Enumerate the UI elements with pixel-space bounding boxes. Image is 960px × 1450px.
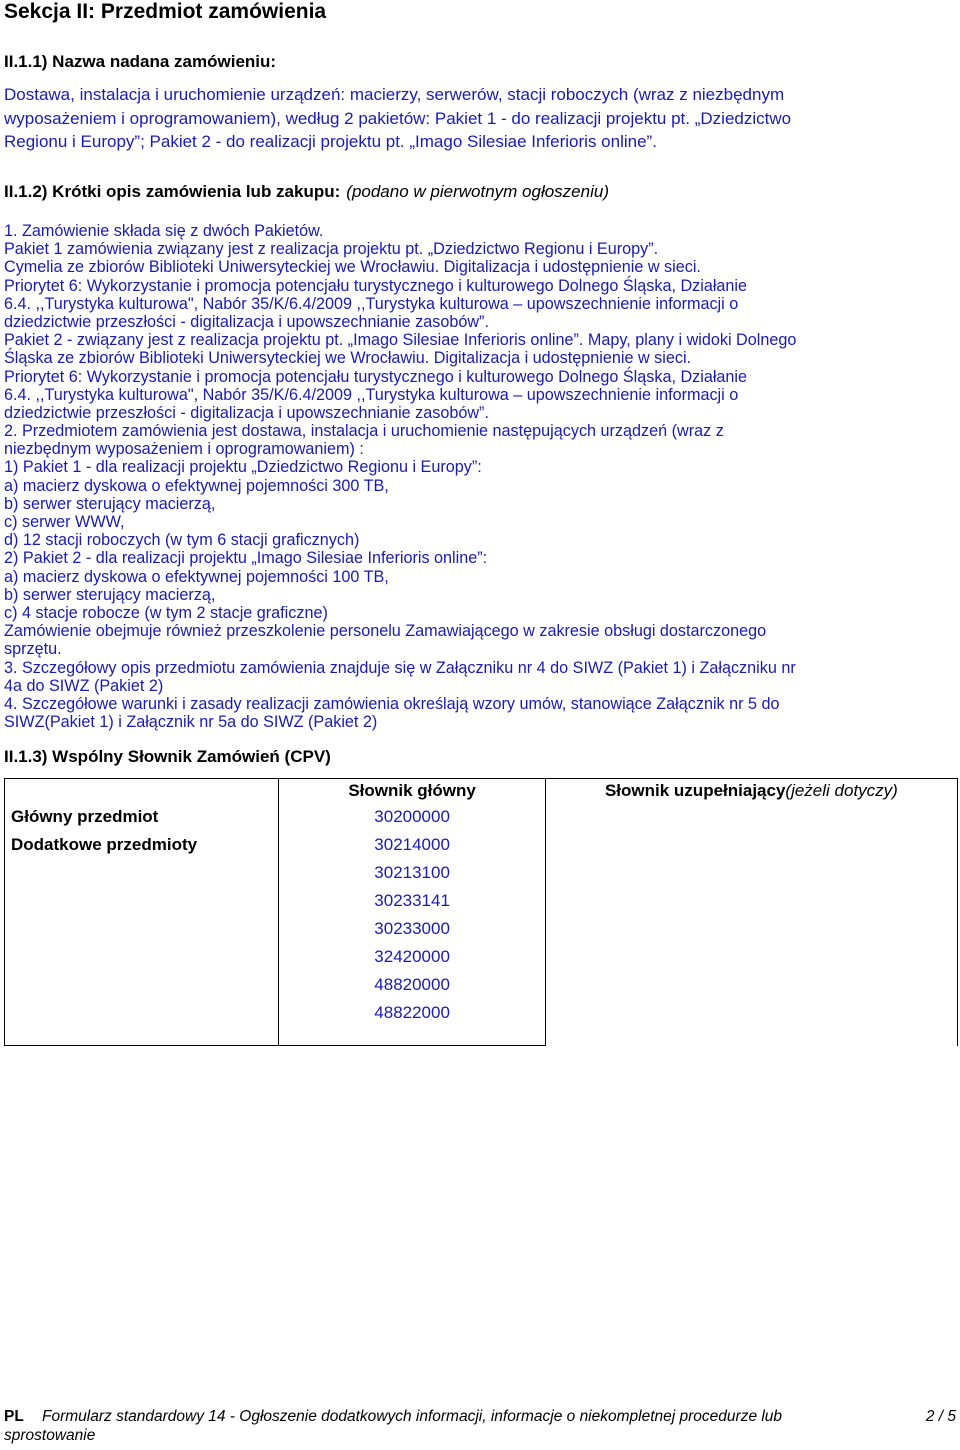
cpv-header-row <box>5 779 958 804</box>
description-line: dziedzictwie przeszłości - digitalizacja i upowszechnianie zasobów”. <box>4 312 489 331</box>
cpv-code: 30200000 <box>374 807 450 826</box>
heading-short-description <box>4 182 609 202</box>
description-line: a) macierz dyskowa o efektywnej pojemności 100 TB, <box>4 567 389 586</box>
description-line: dziedzictwie przeszłości - digitalizacja i upowszechnianie zasobów”. <box>4 403 489 422</box>
description-line: SIWZ(Pakiet 1) i Załącznik nr 5a do SIWZ (Pakiet 2) <box>4 713 378 732</box>
short-description-note: (podano w pierwotnym ogłoszeniu) <box>346 182 609 201</box>
description-line: Śląska ze zbiorów Biblioteki Uniwersyteckiej we Wrocławiu. Digitalizacja i udostępnienie w sieci. <box>4 349 692 368</box>
description-line: 1. Zamówienie składa się z dwóch Pakietów. <box>4 222 324 240</box>
cpv-code: 30233000 <box>374 919 450 938</box>
description-line: Pakiet 1 zamówienia związany jest z realizacja projektu pt. „Dziedzictwo Regionu i Europy”. <box>4 240 659 259</box>
description-line: Zamówienie obejmuje również przeszkolenie personelu Zamawiającego w zakresie obsługi dostarczonego <box>4 622 767 641</box>
cpv-code: 32420000 <box>374 947 450 966</box>
contract-name-line: Regionu i Europy”; Pakiet 2 - do realizacji projektu pt. „Imago Silesiae Inferioris online”. <box>4 132 657 151</box>
footer-language: PL <box>4 1408 24 1425</box>
description-line: c) serwer WWW, <box>4 513 125 531</box>
cpv-code: 48820000 <box>374 975 450 994</box>
cpv-code: 48822000 <box>374 1003 450 1022</box>
section-title: Sekcja II: Przedmiot zamówienia <box>4 0 327 23</box>
cpv-header-supplementary <box>545 779 957 1046</box>
short-description-title: II.1.2) Krótki opis zamówienia lub zakupu: <box>4 182 341 201</box>
description-line: Priorytet 6: Wykorzystanie i promocja potencjału turystycznego i kulturowego Dolnego Śląska, Działanie <box>4 367 748 386</box>
contract-name-line: Dostawa, instalacja i uruchomienie urządzeń: macierzy, serwerów, stacji roboczych (wraz z niezbędnym <box>4 85 785 104</box>
footer-form-name-continued: sprostowanie <box>4 1427 96 1444</box>
cpv-additional-subjects-label: Dodatkowe przedmioty <box>11 835 198 854</box>
description-line: 1) Pakiet 1 - dla realizacji projektu „Dziedzictwo Regionu i Europy”: <box>4 458 482 477</box>
description-line: d) 12 stacji roboczych (w tym 6 stacji graficznych) <box>4 531 360 550</box>
heading-contract-name: II.1.1) Nazwa nadana zamówieniu: <box>4 52 277 71</box>
contract-name-text <box>4 83 954 154</box>
description-line: a) macierz dyskowa o efektywnej pojemności 300 TB, <box>4 476 389 495</box>
description-line: b) serwer sterujący macierzą, <box>4 494 216 513</box>
description-line: 3. Szczegółowy opis przedmiotu zamówienia znajduje się w Załączniku nr 4 do SIWZ (Pakiet 1) i Załączniku nr <box>4 658 796 677</box>
description-line: 2) Pakiet 2 - dla realizacji projektu „Imago Silesiae Inferioris online”: <box>4 549 488 568</box>
cpv-codes-cell <box>279 803 545 1046</box>
description-line: b) serwer sterujący macierzą, <box>4 585 216 604</box>
description-line: 6.4. ,,Turystyka kulturowa", Nabór 35/K/6.4/2009 ,,Turystyka kulturowa – upowszechnienie informacji o <box>4 385 739 404</box>
short-description-text <box>4 222 956 731</box>
description-line: 6.4. ,,Turystyka kulturowa", Nabór 35/K/6.4/2009 ,,Turystyka kulturowa – upowszechnienie informacji o <box>4 294 739 313</box>
cpv-code: 30213100 <box>374 863 450 882</box>
footer-form-name: Formularz standardowy 14 - Ogłoszenie dodatkowych informacji, informacje o niekompletnej procedurze lub <box>42 1408 783 1425</box>
contract-name-line: wyposażeniem i oprogramowaniem), według 2 pakietów: Pakiet 1 - do realizacji projektu pt. „Dziedzictwo <box>4 108 792 128</box>
description-line: niezbędnym wyposażeniem i oprogramowaniem) : <box>4 440 364 459</box>
heading-cpv: II.1.3) Wspólny Słownik Zamówień (CPV) <box>4 747 331 766</box>
cpv-code: 30233141 <box>374 891 450 910</box>
description-line: 4a do SIWZ (Pakiet 2) <box>4 676 164 695</box>
cpv-header-empty-cell <box>5 779 279 804</box>
cpv-table <box>4 778 958 1046</box>
cpv-supplementary-note: (jeżeli dotyczy) <box>785 781 898 800</box>
description-line: Pakiet 2 - związany jest z realizacja projektu pt. „Imago Silesiae Inferioris online”. Mapy, plany i widoki Dolnego <box>4 331 797 350</box>
description-line: sprzętu. <box>4 640 62 659</box>
description-line: Priorytet 6: Wykorzystanie i promocja potencjału turystycznego i kulturowego Dolnego Śląska, Działanie <box>4 276 748 295</box>
description-line: 2. Przedmiotem zamówienia jest dostawa, instalacja i uruchomienie następujących urządzeń (wraz z <box>4 422 724 441</box>
cpv-main-subject-label: Główny przedmiot <box>11 807 159 826</box>
cpv-header-main: Słownik główny <box>279 779 545 804</box>
footer-page-number: 2 / 5 <box>925 1408 956 1425</box>
cpv-code: 30214000 <box>374 835 450 854</box>
description-line: 4. Szczegółowe warunki i zasady realizacji zamówienia określają wzory umów, stanowiące Załącznik nr 5 do <box>4 694 780 713</box>
description-line: Cymelia ze zbiorów Biblioteki Uniwersyteckiej we Wrocławiu. Digitalizacja i udostępnienie w sieci. <box>4 258 701 277</box>
cpv-labels-cell <box>5 803 279 1046</box>
description-line: c) 4 stacje robocze (w tym 2 stacje graficzne) <box>4 603 328 622</box>
cpv-supplementary-label: Słownik uzupełniający <box>604 781 786 800</box>
